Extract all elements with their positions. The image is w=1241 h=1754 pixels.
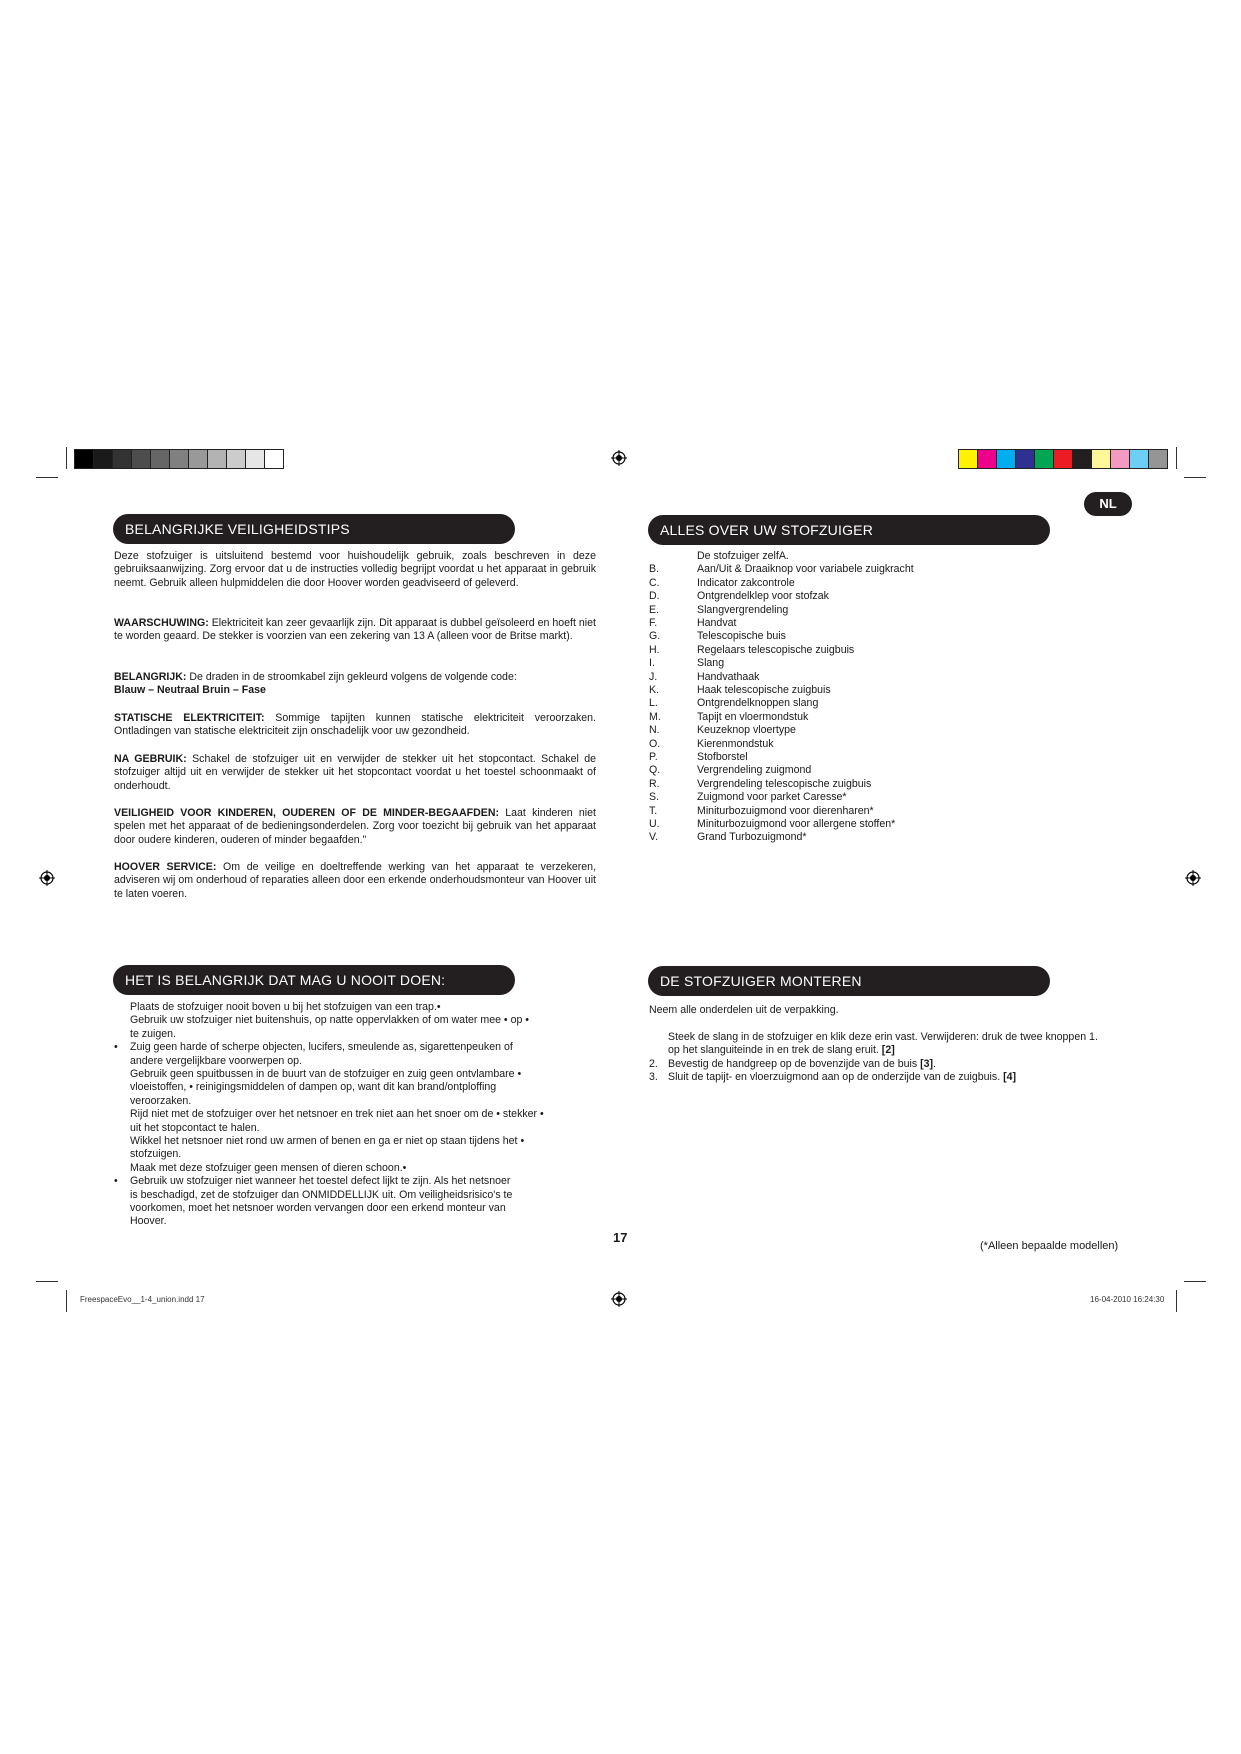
- parts-label: Miniturbozuigmond voor dierenharen*: [697, 804, 874, 817]
- parts-list-item: [649, 805, 1069, 818]
- parts-label: Keuzeknop vloertype: [697, 724, 796, 737]
- calibration-swatch: [208, 450, 227, 468]
- calibration-swatch: [75, 450, 94, 468]
- never-do-text: vloeistoffen, • reinigingsmiddelen of dampen op, want dit kan brand/ontploffing: [130, 1081, 497, 1094]
- never-do-text: Maak met deze stofzuiger geen mensen of dieren schoon.•: [130, 1161, 407, 1174]
- never-do-text: andere vergelijkbare voorwerpen op.: [130, 1054, 302, 1067]
- section-heading-assembly: DE STOFZUIGER MONTEREN: [648, 966, 1050, 996]
- calibration-swatch: [1054, 450, 1073, 468]
- safety-children: VEILIGHEID VOOR KINDEREN, OUDEREN OF DE MINDER-BEGAAFDEN: Laat kinderen niet spelen met het apparaat of de bedieningsonderdelen. Zorg voor toezicht bij gebruik van het apparaat door oudere kinderen, ouderen of minder begaafden.": [114, 807, 596, 846]
- never-do-text: Gebruik uw stofzuiger niet buitenshuis, op natte oppervlakken of om water mee • op •: [130, 1014, 530, 1027]
- never-do-text: stofzuigen.: [130, 1148, 182, 1161]
- parts-list-item: [649, 684, 1069, 697]
- registration-mark-icon: [1185, 870, 1201, 886]
- parts-label: Indicator zakcontrole: [697, 576, 795, 589]
- never-do-text: voorkomen, moet het netsnoer worden vervangen door een erkend monteur van: [130, 1202, 506, 1214]
- parts-label: Telescopische buis: [697, 630, 786, 643]
- calibration-swatch: [1111, 450, 1130, 468]
- parts-letter: K.: [649, 684, 660, 696]
- never-do-text: te zuigen.: [130, 1027, 176, 1040]
- safety-important: BELANGRIJK: De draden in de stroomkabel zijn gekleurd volgens de volgende code: Blauw – Neutraal Bruin – Fase: [114, 671, 517, 697]
- parts-list-item: [649, 671, 1069, 684]
- parts-letter: Q.: [649, 764, 661, 777]
- assembly-step-3: 3. Sluit de tapijt- en vloerzuigmond aan op de onderzijde van de zuigbuis. [4]: [649, 1071, 1017, 1083]
- calibration-swatch: [94, 450, 113, 468]
- parts-list-item: [649, 738, 1069, 751]
- never-do-text: Plaats de stofzuiger nooit boven u bij het stofzuigen van een trap.•: [130, 1001, 441, 1013]
- crop-mark: [66, 1290, 67, 1312]
- parts-list-item: [649, 617, 1069, 630]
- safety-static: STATISCHE ELEKTRICITEIT: Sommige tapijten kunnen statische elektriciteit veroorzaken. Ontladingen van statische elektriciteit zijn onschadelijk voor uw gezondheid.: [114, 712, 596, 738]
- registration-mark-icon: [611, 450, 627, 466]
- page-number: 17: [613, 1230, 628, 1245]
- parts-label: De stofzuiger zelfA.: [697, 550, 789, 562]
- calibration-swatch: [189, 450, 208, 468]
- parts-list-item: [649, 577, 1069, 590]
- language-badge: NL: [1084, 492, 1132, 516]
- never-do-text: veroorzaken.: [130, 1094, 192, 1107]
- parts-list-item: [649, 724, 1069, 737]
- crop-mark: [1184, 477, 1206, 478]
- parts-list-item: [649, 778, 1069, 791]
- section-heading-parts: ALLES OVER UW STOFZUIGER: [648, 515, 1050, 545]
- never-do-text: Rijd niet met de stofzuiger over het netsnoer en trek niet aan het snoer om de • stekker •: [130, 1108, 544, 1121]
- parts-letter: M.: [649, 710, 661, 723]
- assembly-step-1: Steek de slang in de stofzuiger en klik deze erin vast. Verwijderen: druk de twee knoppen 1. op het slanguiteinde in en trek de slang eruit. [2]: [668, 1031, 1098, 1057]
- calibration-swatch: [170, 450, 189, 468]
- never-do-text: Gebruik geen spuitbussen in de buurt van de stofzuiger en zuig geen ontvlambare •: [130, 1068, 522, 1080]
- parts-letter: R.: [649, 777, 660, 790]
- assembly-step-2: 2. Bevestig de handgreep op de bovenzijde van de buis [3].: [649, 1058, 936, 1070]
- parts-letter: B.: [649, 563, 660, 576]
- never-do-text: Gebruik uw stofzuiger niet wanneer het toestel defect lijkt te zijn. Als het netsnoer: [130, 1175, 511, 1188]
- registration-mark-icon: [611, 1291, 627, 1307]
- parts-label: Grand Turbozuigmond*: [697, 831, 807, 844]
- crop-mark: [36, 477, 58, 478]
- parts-label: Aan/Uit & Draaiknop voor variabele zuigkracht: [697, 563, 914, 576]
- parts-letter: S.: [649, 791, 660, 804]
- calibration-swatch: [997, 450, 1016, 468]
- parts-list-item: [649, 764, 1069, 777]
- parts-letter: L.: [649, 697, 658, 710]
- parts-letter: I.: [649, 657, 655, 670]
- calibration-swatch: [959, 450, 978, 468]
- section-heading-never-do: HET IS BELANGRIJK DAT MAG U NOOIT DOEN:: [113, 965, 515, 995]
- parts-letter: U.: [649, 818, 660, 830]
- calibration-swatch: [978, 450, 997, 468]
- parts-list-item: [649, 818, 1069, 831]
- parts-label: Miniturbozuigmond voor allergene stoffen*: [697, 818, 896, 830]
- parts-list-item: [649, 791, 1069, 804]
- parts-letter: N.: [649, 724, 660, 737]
- parts-list-item: [649, 751, 1069, 764]
- parts-list-item: [649, 711, 1069, 724]
- parts-list-item: [649, 831, 1069, 844]
- color-calibration-bar: [958, 449, 1168, 469]
- calibration-swatch: [1130, 450, 1149, 468]
- footnote: (*Alleen bepaalde modellen): [980, 1240, 1119, 1252]
- parts-label: Handvat: [697, 617, 737, 629]
- calibration-swatch: [113, 450, 132, 468]
- never-do-text: Hoover.: [130, 1215, 167, 1228]
- parts-label: Ontgrendelknoppen slang: [697, 697, 819, 710]
- section-heading-safety: BELANGRIJKE VEILIGHEIDSTIPS: [113, 514, 515, 544]
- parts-label: Regelaars telescopische zuigbuis: [697, 643, 855, 656]
- parts-letter: D.: [649, 590, 660, 603]
- parts-label: Ontgrendelklep voor stofzak: [697, 590, 829, 603]
- assembly-intro: Neem alle onderdelen uit de verpakking.: [649, 1004, 839, 1016]
- parts-label: Zuigmond voor parket Caresse*: [697, 791, 847, 804]
- parts-letter: T.: [649, 804, 658, 817]
- parts-letter: H.: [649, 643, 660, 656]
- parts-letter: F.: [649, 617, 658, 629]
- parts-list-item: [649, 563, 1069, 576]
- parts-label: Slang: [697, 657, 725, 670]
- calibration-swatch: [132, 450, 151, 468]
- crop-mark: [66, 447, 67, 469]
- calibration-swatch: [1073, 450, 1092, 468]
- parts-list-item: [649, 697, 1069, 710]
- parts-label: Tapijt en vloermondstuk: [697, 710, 809, 723]
- safety-after-use: NA GEBRUIK: Schakel de stofzuiger uit en verwijder de stekker uit het stopcontact. Schakel de stofzuiger altijd uit en verwijder de stekker uit het stopcontact voordat u het toestel schoonmaakt of onderhoudt.: [114, 753, 596, 792]
- safety-intro: Deze stofzuiger is uitsluitend bestemd voor huishoudelijk gebruik, zoals beschreven in deze gebruiksaanwijzing. Zorg ervoor dat u de instructies volledig begrijpt voordat u het apparaat in gebruik neemt. Gebruik alleen hulpmiddelen die door Hoover worden geadviseerd of geleverd.: [114, 550, 596, 589]
- parts-list-item: [649, 550, 1069, 563]
- parts-letter: E.: [649, 603, 660, 616]
- calibration-swatch: [1016, 450, 1035, 468]
- registration-mark-icon: [39, 870, 55, 886]
- parts-letter: O.: [649, 737, 661, 750]
- footer-filename: FreespaceEvo__1-4_union.indd 17: [80, 1295, 205, 1304]
- calibration-swatch: [1092, 450, 1111, 468]
- parts-list-item: [649, 630, 1069, 643]
- crop-mark: [1184, 1281, 1206, 1282]
- bullet: •: [114, 1175, 118, 1188]
- crop-mark: [1176, 1290, 1177, 1312]
- safety-service: HOOVER SERVICE: Om de veilige en doeltreffende werking van het apparaat te verzekeren, adviseren wij om onderhoud of reparaties alleen door een erkende onderhoudsmonteur van Hoover uit te laten voeren.: [114, 861, 597, 900]
- safety-warning: WAARSCHUWING: Elektriciteit kan zeer gevaarlijk zijn. Dit apparaat is dubbel geïsoleerd en hoeft niet te worden geaard. De stekker is voorzien van een zekering van 13 A (alleen voor de Britse markt).: [114, 617, 596, 643]
- parts-list-item: [649, 644, 1069, 657]
- parts-label: Vergrendeling telescopische zuigbuis: [697, 777, 872, 790]
- parts-letter: G.: [649, 630, 661, 643]
- parts-letter: P.: [649, 751, 658, 763]
- parts-list-item: [649, 590, 1069, 603]
- parts-list-item: [649, 604, 1069, 617]
- calibration-swatch: [1149, 450, 1167, 468]
- never-do-text: Zuig geen harde of scherpe objecten, lucifers, smeulende as, sigarettenpeuken of: [130, 1041, 513, 1054]
- footer-timestamp: 16-04-2010 16:24:30: [1090, 1295, 1165, 1304]
- calibration-swatch: [246, 450, 265, 468]
- bullet: •: [114, 1041, 118, 1054]
- parts-letter: V.: [649, 831, 659, 844]
- parts-letter: J.: [649, 670, 658, 683]
- parts-label: Vergrendeling zuigmond: [697, 764, 812, 777]
- parts-list-item: [649, 657, 1069, 670]
- calibration-swatch: [151, 450, 170, 468]
- never-do-text: is beschadigd, zet de stofzuiger dan ONMIDDELLIJK uit. Om veiligheidsrisico's te: [130, 1188, 513, 1201]
- parts-label: Haak telescopische zuigbuis: [697, 684, 831, 696]
- calibration-swatch: [265, 450, 283, 468]
- grayscale-calibration-bar: [74, 449, 284, 469]
- parts-letter: C.: [649, 576, 660, 589]
- calibration-swatch: [1035, 450, 1054, 468]
- crop-mark: [1176, 447, 1177, 469]
- parts-label: Handvathaak: [697, 670, 760, 683]
- calibration-swatch: [227, 450, 246, 468]
- crop-mark: [36, 1281, 58, 1282]
- parts-label: Stofborstel: [697, 751, 748, 763]
- never-do-text: Wikkel het netsnoer niet rond uw armen of benen en ga er niet op staan tijdens het •: [130, 1135, 525, 1147]
- never-do-text: uit het stopcontact te halen.: [130, 1121, 260, 1134]
- parts-label: Kierenmondstuk: [697, 737, 774, 750]
- parts-label: Slangvergrendeling: [697, 603, 789, 616]
